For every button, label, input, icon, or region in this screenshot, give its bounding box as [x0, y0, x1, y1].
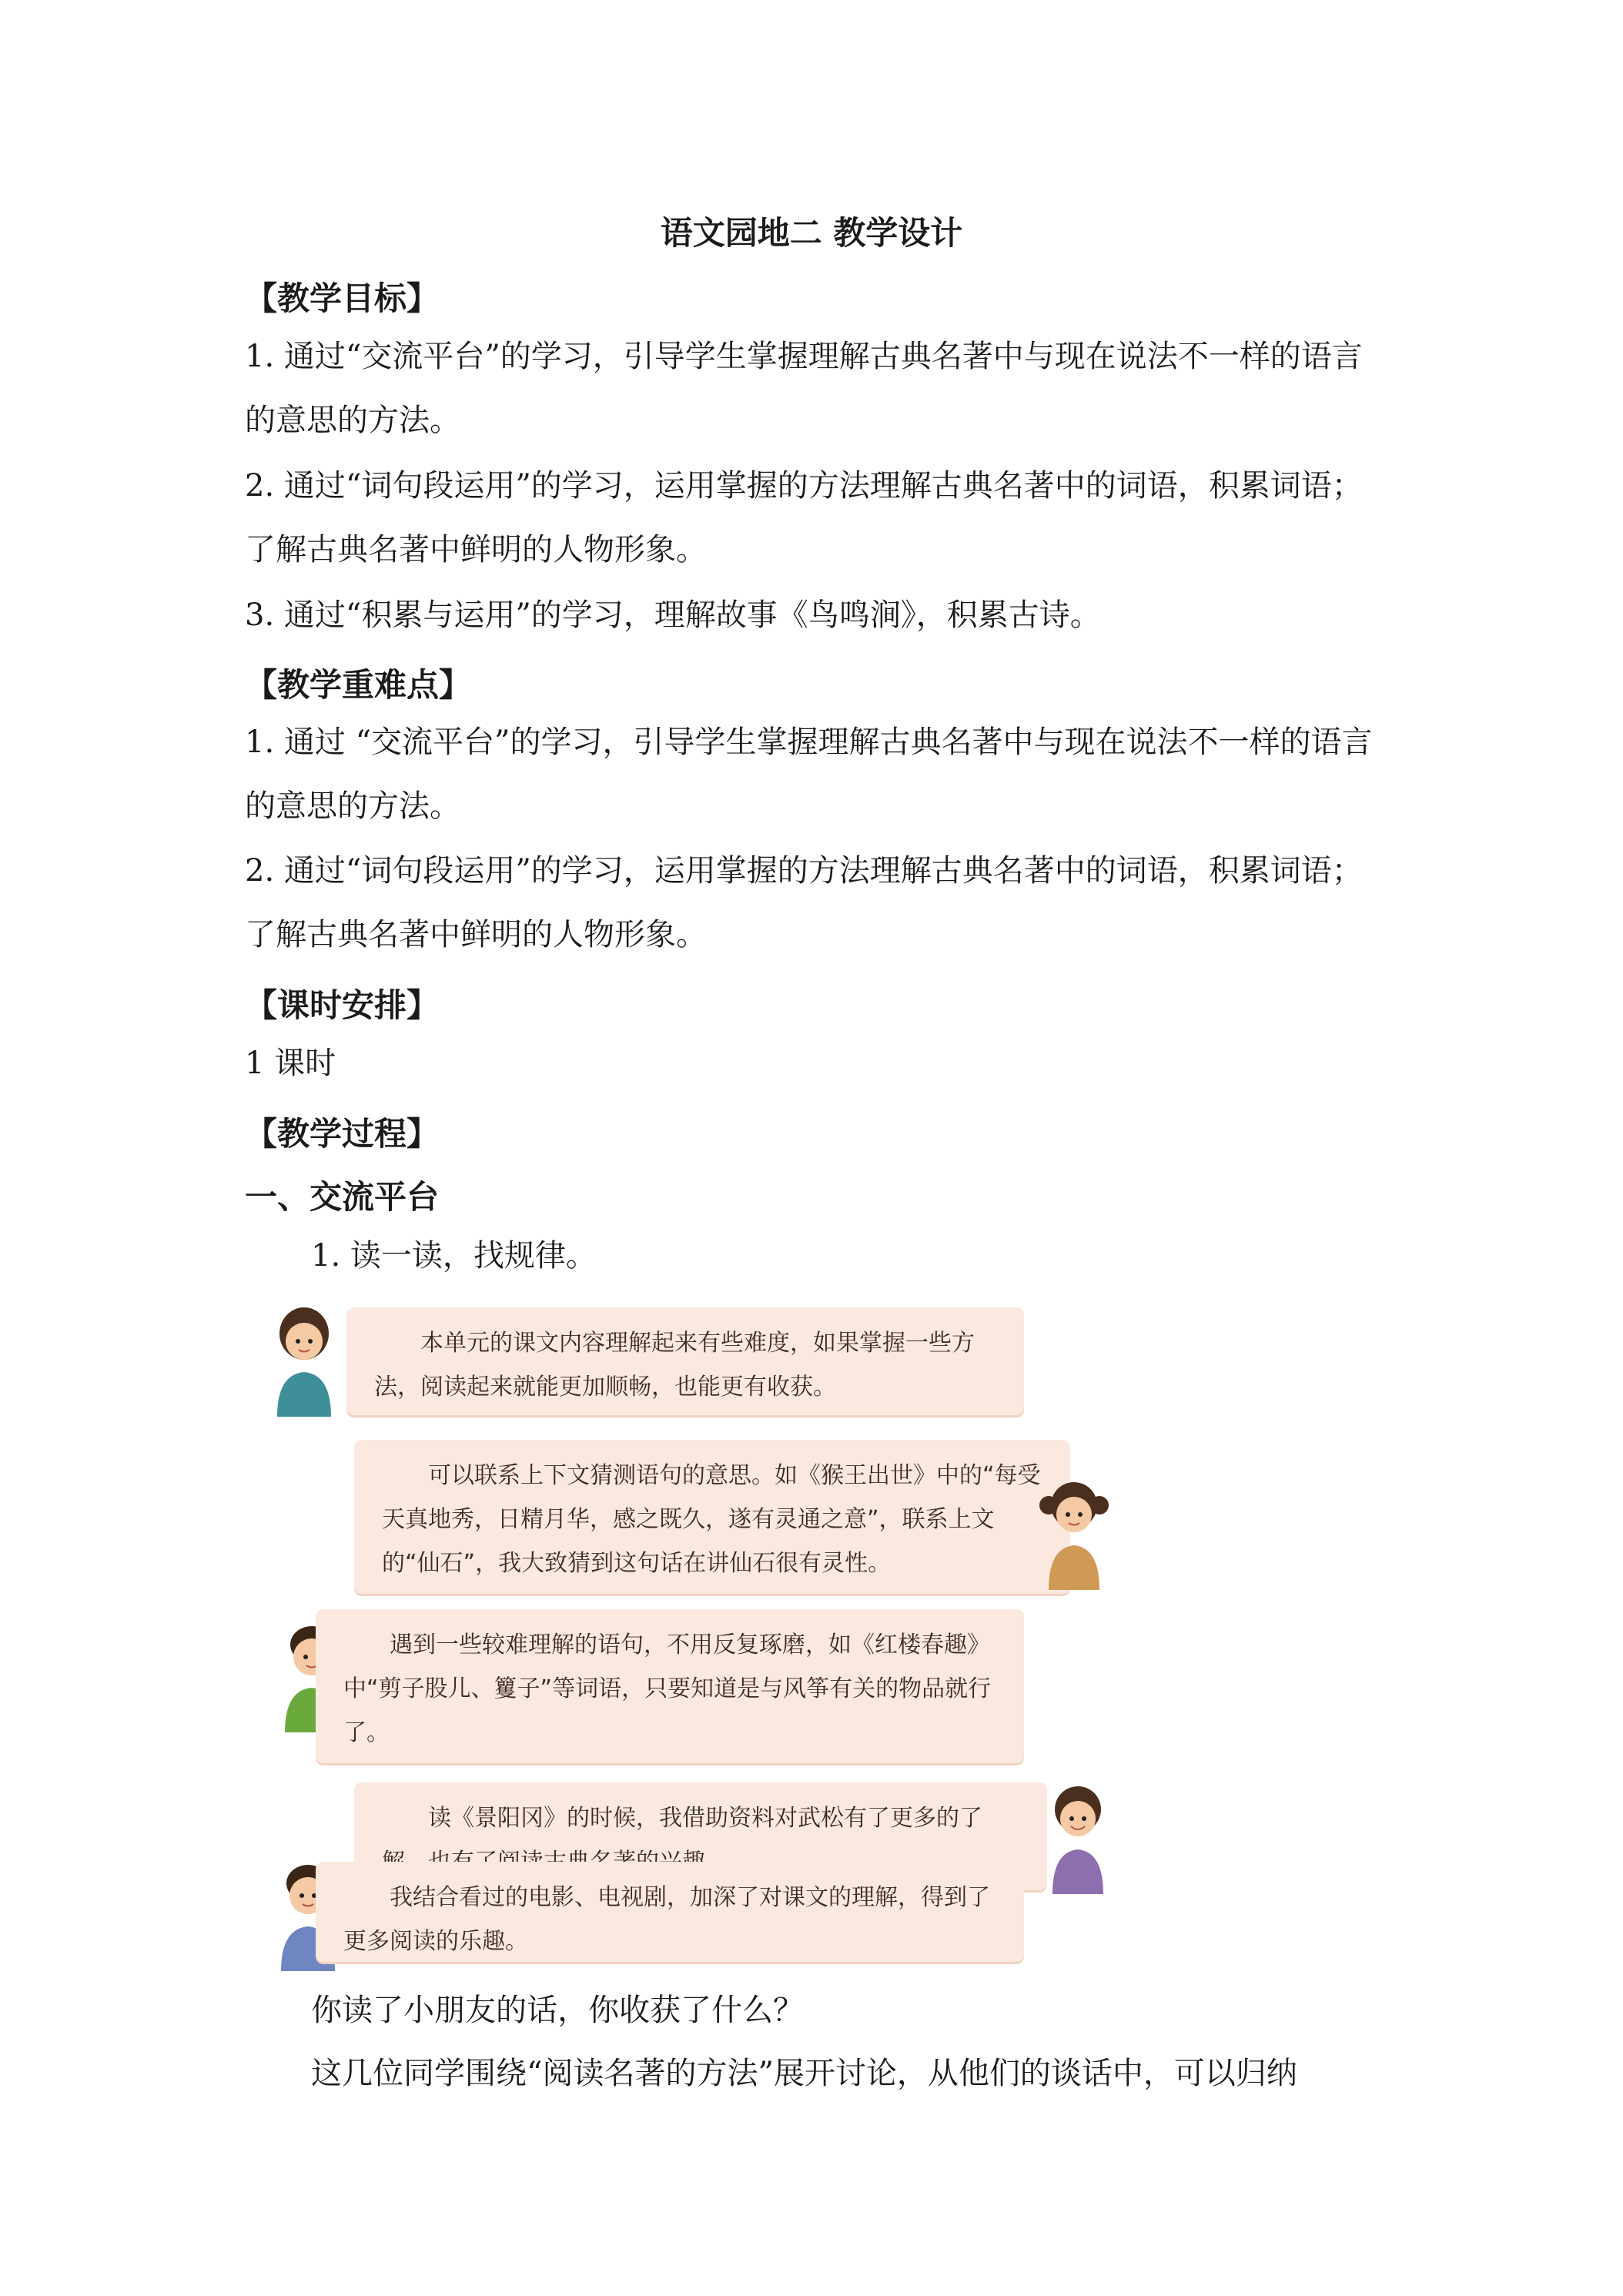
- dialogue-bubble-3: [316, 1609, 1024, 1763]
- goal-item-3: 3. 通过“积累与运用”的学习，理解故事《鸟鸣涧》，积累古诗。: [245, 597, 1101, 633]
- schedule-text: 1 课时: [245, 1046, 336, 1081]
- bubble-text-1: 本单元的课文内容理解起来有些难度，如果掌握一些方法，阅读起来就能更加顺畅，也能更有收获。: [374, 1330, 975, 1401]
- summary-text: 这几位同学围绕“阅读名著的方法”展开讨论，从他们的谈话中，可以归纳: [311, 2056, 1297, 2091]
- goal-item-1: 1. 通过“交流平台”的学习，引导学生掌握理解古典名著中与现在说法不一样的语言的意思的方法。: [245, 339, 1363, 438]
- girl-smiling-avatar-icon: [1036, 1779, 1120, 1894]
- key-point-2: 2. 通过“词句段运用”的学习，运用掌握的方法理解古典名著中的词语，积累词语；了解古典名著中鲜明的人物形象。: [245, 853, 1363, 952]
- bubble-text-4: 读《景阳冈》的时候，我借助资料对武松有了更多的了: [428, 1805, 982, 1832]
- girl-avatar-icon: [262, 1301, 346, 1417]
- schedule-heading: 【课时安排】: [245, 986, 440, 1024]
- process-heading: 【教学过程】: [245, 1115, 440, 1153]
- dialogue-bubble-5: [316, 1862, 1024, 1962]
- bubble-text-2: 可以联系上下文猜测语句的意思。如《猴王出世》中的“每受天真地秀，日精月华，感之既久，遂有灵通之意”，联系上文的“仙石”，我大致猜到这句话在讲仙石很有灵性。: [382, 1462, 1041, 1577]
- section-heading-exchange-platform: 一、交流平台: [245, 1178, 440, 1216]
- step-1-text: 1. 读一读，找规律。: [311, 1238, 597, 1274]
- goals-heading: 【教学目标】: [245, 279, 440, 317]
- girl-pigtails-avatar-icon: [1032, 1474, 1116, 1590]
- bubble-text-3: 遇到一些较难理解的语句，不用反复琢磨，如《红楼春趣》中“剪子股儿、籰子”等词语，只要知道是与风筝有关的物品就行了。: [343, 1632, 992, 1746]
- key-point-1: 1. 通过 “交流平台”的学习，引导学生掌握理解古典名著中与现在说法不一样的语言的意思的方法。: [245, 725, 1373, 824]
- key-points-heading: 【教学重难点】: [245, 666, 472, 704]
- question-text: 你读了小朋友的话，你收获了什么？: [311, 1993, 804, 2028]
- goal-item-2: 2. 通过“词句段运用”的学习，运用掌握的方法理解古典名著中的词语，积累词语；了解古典名著中鲜明的人物形象。: [245, 468, 1363, 567]
- bubble-text-5: 我结合看过的电影、电视剧，加深了对课文的理解，得到了更多阅读的乐趣。: [343, 1884, 990, 1955]
- dialogue-bubble-1: [346, 1307, 1024, 1415]
- page-title: 语文园地二 教学设计: [660, 214, 963, 252]
- dialogue-illustration: [262, 1286, 1124, 1963]
- dialogue-bubble-2: [354, 1440, 1070, 1594]
